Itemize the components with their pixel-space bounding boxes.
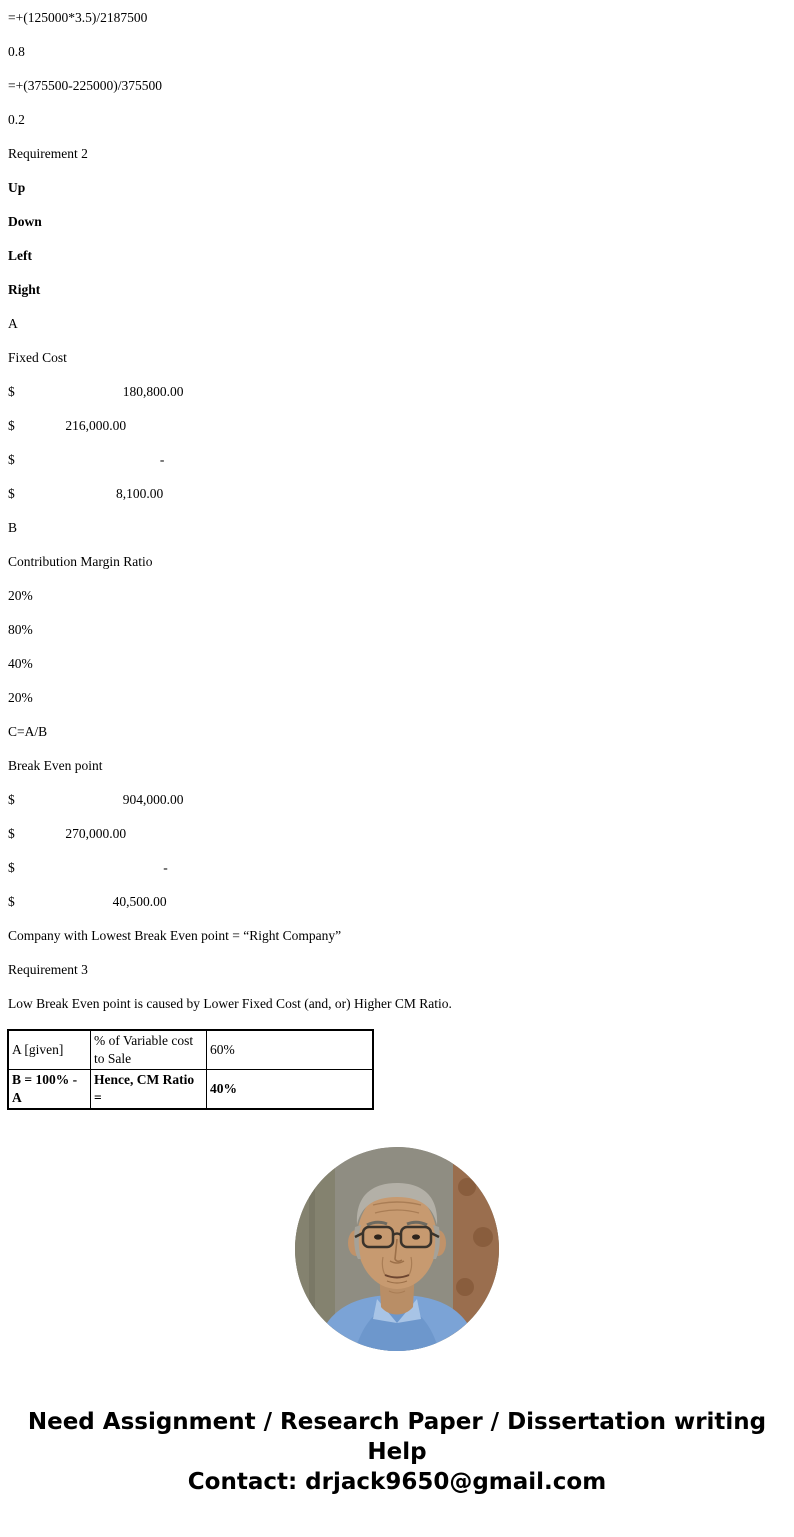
explanation-line: Low Break Even point is caused by Lower Fixed Cost (and, or) Higher CM Ratio.	[8, 996, 452, 1011]
requirement-heading: Requirement 2	[8, 146, 88, 161]
conclusion-line: Company with Lowest Break Even point = “Right Company”	[8, 928, 342, 943]
advert-footer	[27, 1407, 767, 1497]
formula-line: =+(375500-225000)/375500	[8, 78, 162, 93]
cm-ratio-value: 40%	[8, 656, 33, 671]
profile-photo	[295, 1147, 499, 1351]
table-cell: 60%	[207, 1031, 373, 1070]
advert-contact-email: Contact: drjack9650@gmail.com	[187, 1469, 607, 1495]
profile-photo-illustration	[295, 1147, 499, 1351]
row-label-a: A	[8, 316, 18, 331]
fixed-cost-value: $ 180,800.00	[8, 384, 184, 399]
company-name-left: Left	[8, 248, 32, 263]
cm-ratio-label: Contribution Margin Ratio	[8, 554, 153, 569]
table-row	[9, 1031, 373, 1070]
result-value: 0.2	[8, 112, 25, 127]
fixed-cost-value: $ -	[8, 452, 165, 467]
break-even-value: $ 270,000.00	[8, 826, 127, 841]
fixed-cost-value: $ 216,000.00	[8, 418, 127, 433]
break-even-value: $ -	[8, 860, 168, 875]
fixed-cost-label: Fixed Cost	[8, 350, 67, 365]
formula-line: =+(125000*3.5)/2187500	[8, 10, 148, 25]
result-value: 0.8	[8, 44, 25, 59]
company-name-down: Down	[8, 214, 42, 229]
company-name-up: Up	[8, 180, 26, 195]
profile-photo-container	[8, 1147, 786, 1355]
advert-headline: Need Assignment / Research Paper / Dissertation writing Help	[27, 1409, 767, 1465]
table-cell: 40%	[207, 1070, 373, 1109]
break-even-value: $ 904,000.00	[8, 792, 184, 807]
cm-ratio-value: 80%	[8, 622, 33, 637]
row-label-b: B	[8, 520, 18, 535]
requirement-heading: Requirement 3	[8, 962, 88, 977]
cm-ratio-table	[8, 1030, 373, 1109]
break-even-label: Break Even point	[8, 758, 103, 773]
table-cell: B = 100% - A	[9, 1070, 91, 1109]
table-cell: Hence, CM Ratio =	[91, 1070, 207, 1109]
company-name-right: Right	[8, 282, 41, 297]
break-even-value: $ 40,500.00	[8, 894, 167, 909]
cm-ratio-value: 20%	[8, 690, 33, 705]
table-cell: % of Variable cost to Sale	[91, 1031, 207, 1070]
fixed-cost-value: $ 8,100.00	[8, 486, 164, 501]
cm-ratio-value: 20%	[8, 588, 33, 603]
table-cell: A [given]	[9, 1031, 91, 1070]
table-row	[9, 1070, 373, 1109]
row-label-c: C=A/B	[8, 724, 48, 739]
